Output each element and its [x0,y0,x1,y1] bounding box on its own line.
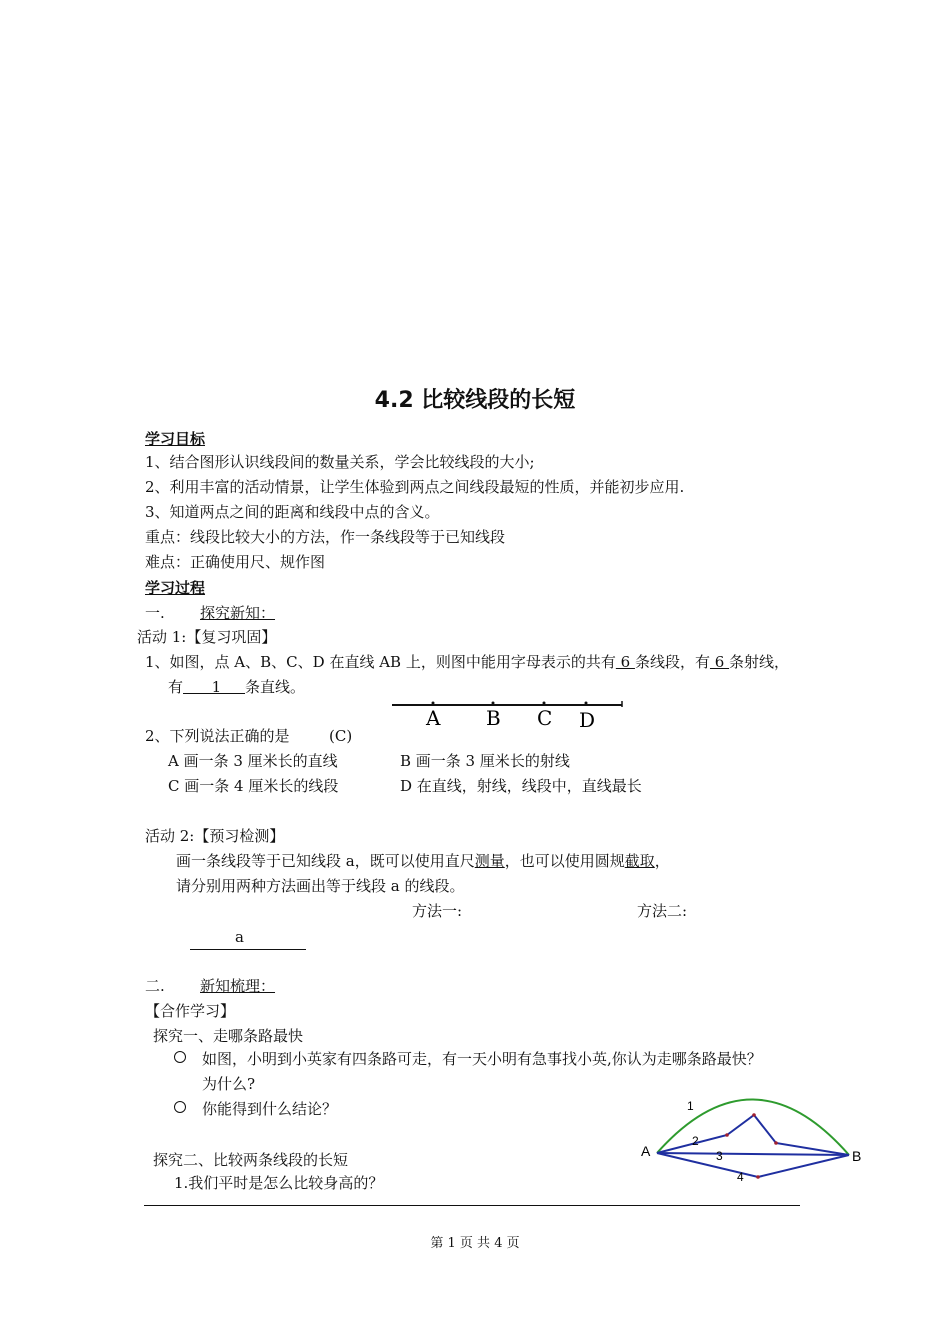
goal-item-1: 1、结合图形认识线段间的数量关系，学会比较线段的大小; [145,453,535,471]
q1-answer-rays: 6 [709,653,730,671]
point-c-dot [543,702,546,705]
q1-text-b: 条线段，有 [634,653,710,671]
section2-label: 新知梳理： [200,977,276,995]
bullet-1-text-b: 为什么? [202,1075,256,1093]
point-b-label: B [486,706,501,730]
explore1-label: 探究一、走哪条路最快 [153,1027,304,1045]
explore2-label: 探究二、比较两条线段的长短 [153,1151,349,1169]
vertex-dot [756,1175,760,1179]
question-1-line2 [168,677,305,697]
route-4-path [657,1153,849,1177]
route-1-label: 1 [687,1099,694,1113]
question-1-line1 [145,652,789,672]
a2-text-c: ， [654,852,670,870]
point-d-dot [585,702,588,705]
route-1-arc [657,1099,849,1155]
point-b-dot [492,702,495,705]
point-a-figure-label: A [641,1143,651,1159]
point-a-dot [432,702,435,705]
method-two-label: 方法二: [637,902,688,920]
activity2-line1 [176,851,670,871]
bullet-2-text: 你能得到什么结论？ [202,1100,338,1118]
point-b-figure-label: B [852,1148,862,1164]
a2-intercept: 截取 [624,852,655,870]
key-point: 重点：线段比较大小的方法，作一条线段等于已知线段 [145,528,506,546]
difficulty: 难点：正确使用尺、规作图 [145,553,326,571]
page-footer: 第 1 页 共 4 页 [430,1236,520,1251]
line-abcd-figure [388,695,628,735]
segment-a-label: a [235,928,244,946]
point-d-label: D [579,708,596,732]
bullet-circle-icon [174,1101,186,1113]
question-2-stem: 2、下列说法正确的是 [145,727,290,745]
a2-text-b: ，也可以使用圆规 [504,852,625,870]
coop-label: 【合作学习】 [145,1002,236,1020]
option-a: A 画一条 3 厘米长的直线 [168,752,338,770]
section2-num: 二. [145,977,165,995]
goal-item-2: 2、利用丰富的活动情景，让学生体验到两点之间线段最短的性质，并能初步应用. [145,478,685,496]
a2-text-a: 画一条线段等于已知线段 a，既可以使用直尺 [176,852,475,870]
option-b: B 画一条 3 厘米长的射线 [400,752,570,770]
point-a-label: A [426,706,441,730]
goals-heading: 学习目标 [145,430,206,448]
route-3-path [657,1153,849,1155]
vertex-dot [725,1133,729,1137]
question-2-answer: (C) [329,727,353,745]
activity2-line2: 请分别用两种方法画出等于线段 a 的线段。 [176,877,465,895]
q1-answer-lines: 1 [183,678,246,696]
route-2-path [657,1115,849,1155]
bullet-1 [174,1048,186,1068]
route-4-label: 4 [737,1170,744,1184]
segment-a [190,949,306,950]
option-d: D 在直线，射线，线段中，直线最长 [400,777,642,795]
method-one-label: 方法一: [412,902,463,920]
page-title: 4.2 比较线段的长短 [374,388,576,413]
goal-item-3: 3、知道两点之间的距离和线段中点的含义。 [145,503,440,521]
a2-measure: 测量 [474,852,505,870]
bullet-circle-icon [174,1051,186,1063]
route-2-label: 2 [692,1134,699,1148]
question-height: 1.我们平时是怎么比较身高的？ [174,1174,384,1192]
q1-answer-segments: 6 [615,653,635,671]
route-figure [636,1085,876,1195]
route-3-label: 3 [716,1149,723,1163]
section1-num: 一. [145,604,165,622]
footer-rule [144,1205,800,1206]
q1-text-e: 条直线。 [245,678,306,696]
bullet-1-text-a: 如图，小明到小英家有四条路可走，有一天小明有急事找小英,你认为走哪条路最快？ [202,1050,762,1068]
process-heading: 学习过程 [145,579,206,597]
activity2-label: 活动 2:【预习检测】 [145,827,285,845]
section1-label: 探究新知： [200,604,276,622]
q1-text-c: 条射线， [729,653,790,671]
bullet-2 [174,1098,186,1118]
activity1-label: 活动 1:【复习巩固】 [137,628,277,646]
vertex-dot [752,1113,756,1117]
q1-text-a: 1、如图，点 A、B、C、D 在直线 AB 上，则图中能用字母表示的共有 [145,653,616,671]
point-c-label: C [537,706,553,730]
vertex-dot [774,1141,778,1145]
option-c: C 画一条 4 厘米长的线段 [168,777,339,795]
q1-text-d: 有 [168,678,184,696]
